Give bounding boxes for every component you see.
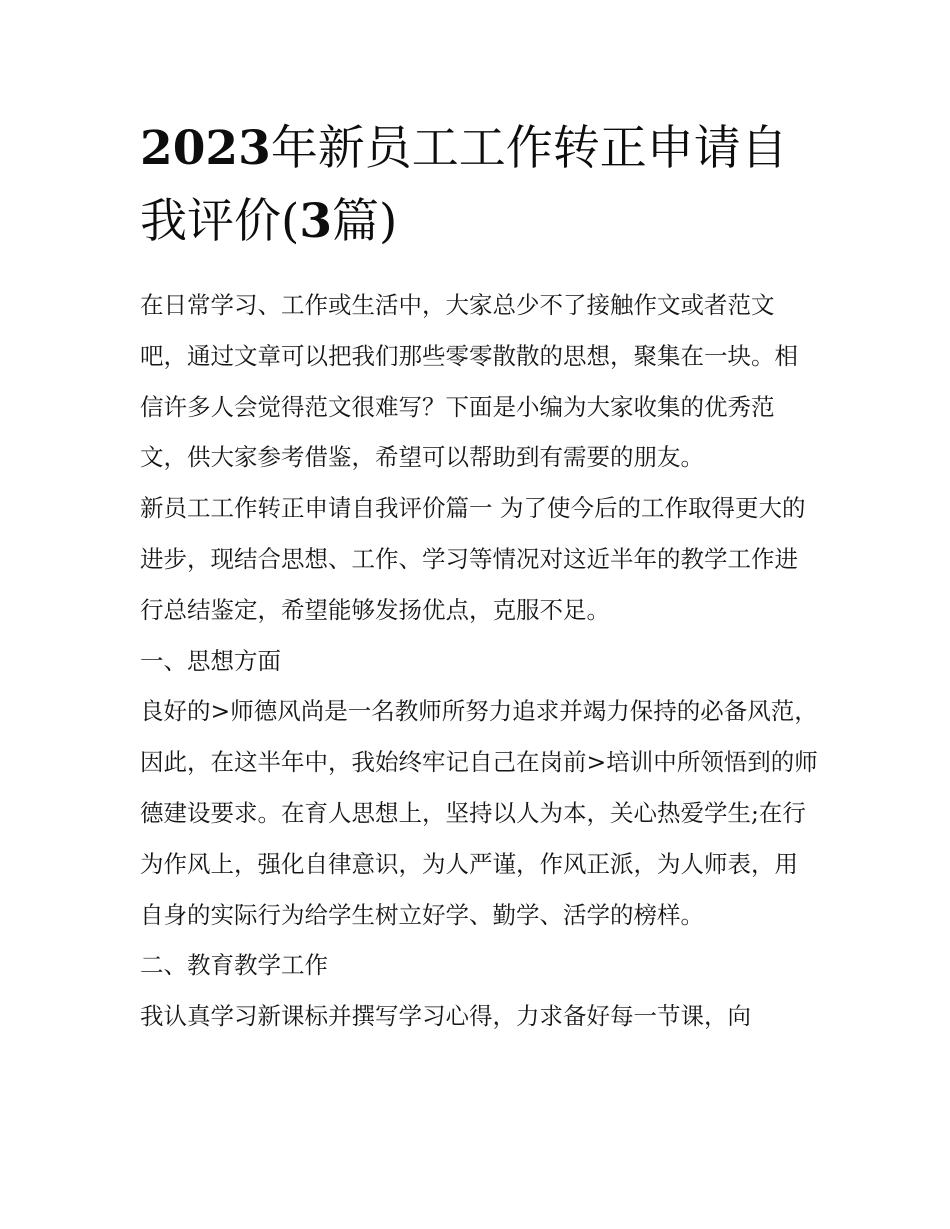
title-text-part-1: 年新员工工作转正申请自我评价( — [140, 121, 788, 249]
article-one-opening-paragraph: 新员工工作转正申请自我评价篇一 为了使今后的工作取得更大的进步，现结合思想、工作、学习等情况对这近半年的教学工作进行总结鉴定，希望能够发扬优点，克服不足。 — [140, 494, 806, 624]
document-body — [140, 280, 818, 1042]
teaching-section-paragraph: 我认真学习新课标并撰写学习心得，力求备好每一节课，向 — [140, 1002, 751, 1031]
title-count: 3 — [299, 194, 333, 249]
thought-section-paragraph: 良好的>师德风尚是一名教师所努力追求并竭力保持的必备风范，因此，在这半年中，我始终牢记自己在岗前>培训中所领悟到的师德建设要求。在育人思想上，坚持以人为本，关心热爱学生;在行为作风上，强化自律意识，为人严谨，作风正派，为人师表，用自身的实际行为给学生树立好学、勤学、活学的榜样。 — [140, 697, 818, 929]
title-year: 2023 — [140, 121, 271, 176]
intro-paragraph: 在日常学习、工作或生活中，大家总少不了接触作文或者范文吧，通过文章可以把我们那些零零散散的思想，聚集在一块。相信许多人会觉得范文很难写？下面是小编为大家收集的优秀范文，供大家参考借鉴，希望可以帮助到有需要的朋友。 — [140, 291, 798, 472]
document-title — [140, 112, 820, 258]
title-text-part-2: 篇) — [332, 194, 398, 249]
section-heading-teaching: 二、教育教学工作 — [140, 951, 328, 980]
section-heading-thought: 一、思想方面 — [140, 646, 281, 675]
